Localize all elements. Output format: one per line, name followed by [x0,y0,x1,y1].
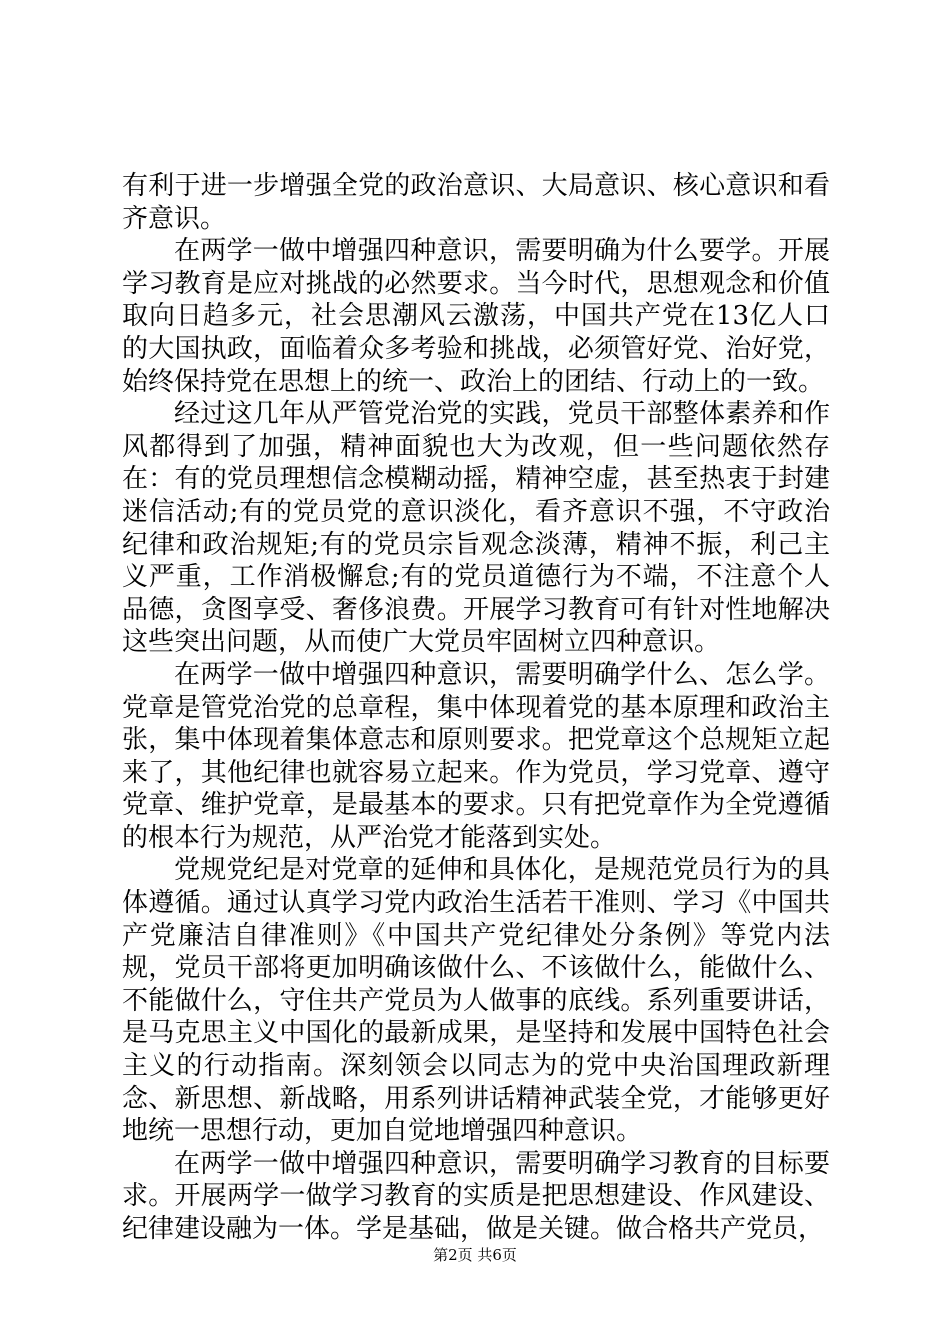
paragraph-5: 党规党纪是对党章的延伸和具体化，是规范党员行为的具体遵循。通过认真学习党内政治生活若干准则、学习《中国共产党廉洁自律准则》《中国共产党纪律处分条例》等党内法规，党员干部将更加明确该做什么、不该做什么，能做什么、不能做什么，守住共产党员为人做事的底线。系列重要讲话，是马克思主义中国化的最新成果，是坚持和发展中国特色社会主义的行动指南。深刻领会以同志为的党中央治国理政新理念、新思想、新战略，用系列讲话精神武装全党，才能够更好地统一思想行动，更加自觉地增强四种意识。 [122,855,830,1147]
document-body [122,170,830,1246]
paragraph-4: 在两学一做中增强四种意识，需要明确学什么、怎么学。党章是管党治党的总章程，集中体现着党的基本原理和政治主张，集中体现着集体意志和原则要求。把党章这个总规矩立起来了，其他纪律也就容易立起来。作为党员，学习党章、遵守党章、维护党章，是最基本的要求。只有把党章作为全党遵循的根本行为规范，从严治党才能落到实处。 [122,659,830,853]
page-footer: 第2页 共6页 [433,1246,517,1264]
paragraph-6: 在两学一做中增强四种意识，需要明确学习教育的目标要求。开展两学一做学习教育的实质是把思想建设、作风建设、纪律建设融为一体。学是基础，做是关键。做合格共产党员， [122,1148,830,1244]
paragraph-2: 在两学一做中增强四种意识，需要明确为什么要学。开展学习教育是应对挑战的必然要求。当今时代，思想观念和价值取向日趋多元，社会思潮风云激荡，中国共产党在13亿人口的大国执政，面临着众多考验和挑战，必须管好党、治好党，始终保持党在思想上的统一、政治上的团结、行动上的一致。 [122,236,830,397]
paragraph-1: 有利于进一步增强全党的政治意识、大局意识、核心意识和看齐意识。 [122,171,830,234]
paragraph-3: 经过这几年从严管党治党的实践，党员干部整体素养和作风都得到了加强，精神面貌也大为改观，但一些问题依然存在：有的党员理想信念模糊动摇，精神空虚，甚至热衷于封建迷信活动;有的党员党的意识淡化，看齐意识不强，不守政治纪律和政治规矩;有的党员宗旨观念淡薄，精神不振，利己主义严重，工作消极懈怠;有的党员道德行为不端，不注意个人品德，贪图享受、奢侈浪费。开展学习教育可有针对性地解决这些突出问题，从而使广大党员牢固树立四种意识。 [122,399,830,658]
